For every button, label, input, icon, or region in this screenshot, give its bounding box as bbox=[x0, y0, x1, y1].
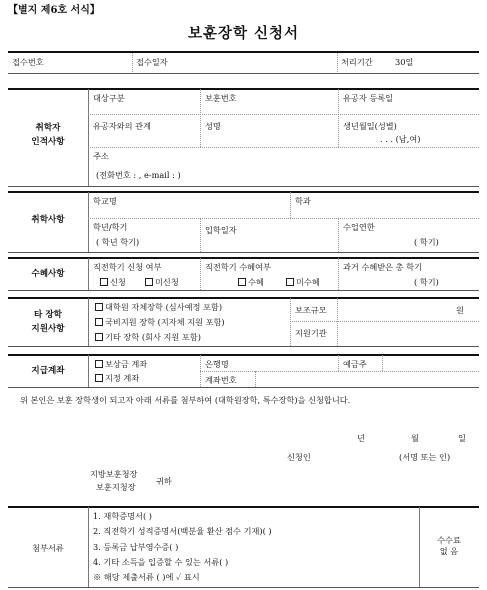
processing-period-value: 30일 bbox=[395, 57, 414, 67]
veteran-number-field[interactable]: 보훈번호 bbox=[205, 93, 237, 103]
bank-name-label: 은행명 bbox=[205, 359, 229, 369]
admission-date-field[interactable]: 입학일자 bbox=[205, 225, 237, 235]
rule bbox=[8, 88, 479, 90]
rule bbox=[8, 51, 479, 53]
grade-semester-field[interactable]: ( 학년 학기) bbox=[96, 237, 140, 247]
divider bbox=[290, 192, 291, 218]
checkbox-apply-no[interactable] bbox=[145, 278, 153, 286]
applicant-section-label: 취학자 인적사항 bbox=[31, 123, 65, 147]
option-label: 기타 장학 (회사 지원 포함) bbox=[105, 332, 201, 342]
checkbox-received-yes[interactable] bbox=[238, 278, 246, 286]
school-name-field[interactable]: 학교명 bbox=[93, 196, 117, 206]
rule bbox=[8, 191, 479, 193]
attachment-tuition-receipt[interactable]: 3. 등록금 납부영수증( ) bbox=[93, 542, 179, 552]
rule bbox=[8, 73, 479, 74]
support-amount-label: 보조규모 bbox=[295, 305, 327, 315]
other-option-national[interactable] bbox=[95, 317, 225, 328]
last-apply-no-option[interactable] bbox=[145, 277, 179, 288]
checkbox-designated-account[interactable] bbox=[95, 374, 103, 382]
support-agency-label: 지원기관 bbox=[295, 328, 327, 338]
divider bbox=[382, 355, 383, 371]
other-scholarship-section-label: 타 장학 지원사항 bbox=[31, 310, 65, 334]
rule bbox=[8, 506, 479, 508]
study-period-field[interactable]: ( 학기) bbox=[414, 237, 439, 247]
checkbox-graduate[interactable] bbox=[95, 303, 103, 311]
past-total-semesters-label: 과거 수혜받은 총 학기 bbox=[343, 262, 422, 272]
application-statement: 위 본인은 보훈 장학생이 되고자 아래 서류를 첨부하여 (대학원장학, 특수장학)을 신청합니다. bbox=[20, 395, 351, 405]
birth-gender-field[interactable]: . . . (남,여) bbox=[380, 134, 421, 144]
option-label: 보상금 계좌 bbox=[105, 359, 148, 369]
contact-field[interactable]: (전화번호 : , e-mail : ) bbox=[96, 170, 181, 180]
attachment-income-proof[interactable]: 4. 기타 소득을 입증할 수 있는 서류( ) bbox=[93, 557, 229, 567]
last-semester-apply-label: 직전학기 신청 여부 bbox=[93, 262, 162, 272]
divider bbox=[290, 298, 291, 346]
birth-gender-label: 생년월일(성별) bbox=[343, 121, 397, 131]
divider bbox=[337, 298, 338, 346]
department-field[interactable]: 학과 bbox=[295, 196, 311, 206]
addressee-line1: 지방보훈청장 bbox=[90, 469, 138, 479]
divider bbox=[290, 321, 479, 322]
divider bbox=[338, 355, 339, 371]
divider bbox=[255, 371, 256, 387]
received-no-option[interactable] bbox=[286, 277, 320, 288]
support-amount-unit: 원 bbox=[456, 305, 464, 315]
reception-number-label: 접수번호 bbox=[12, 57, 44, 67]
option-label: 수혜 bbox=[248, 277, 264, 287]
last-semester-received-label: 직전학기 수혜여부 bbox=[205, 262, 271, 272]
rule bbox=[8, 354, 479, 356]
page-title: 보훈장학 신청서 bbox=[187, 25, 300, 42]
rule bbox=[8, 252, 479, 253]
other-option-etc[interactable] bbox=[95, 332, 201, 343]
divider bbox=[200, 218, 201, 252]
account-holder-label: 예금주 bbox=[343, 359, 367, 369]
divider bbox=[200, 371, 479, 372]
study-period-label: 수업연한 bbox=[343, 222, 375, 232]
option-label: 지정 계좌 bbox=[105, 373, 140, 383]
applicant-sign-label: 신청인 bbox=[287, 452, 311, 462]
school-section-label: 취학사항 bbox=[31, 215, 65, 225]
last-apply-yes-option[interactable] bbox=[100, 277, 126, 288]
option-label: 국비지원 장학 (지자체 지원 포함) bbox=[105, 317, 225, 327]
rule bbox=[8, 346, 479, 347]
divider bbox=[337, 53, 338, 72]
other-option-graduate[interactable] bbox=[95, 302, 222, 313]
divider bbox=[200, 258, 201, 290]
rule bbox=[8, 297, 479, 299]
attachment-enrollment[interactable]: 1. 재학증명서( ) bbox=[93, 511, 152, 521]
divider bbox=[88, 114, 479, 115]
addressee-suffix: 귀하 bbox=[156, 476, 172, 486]
past-total-semesters-field[interactable]: ( 학기) bbox=[414, 277, 439, 287]
rule bbox=[8, 290, 479, 291]
address-field[interactable]: 주소 bbox=[93, 151, 109, 161]
received-yes-option[interactable] bbox=[238, 277, 264, 288]
checkbox-received-no[interactable] bbox=[286, 278, 294, 286]
divider bbox=[132, 53, 133, 72]
addressee-line2: 보훈지청장 bbox=[96, 482, 136, 492]
option-label: 신청 bbox=[110, 277, 126, 287]
divider bbox=[88, 355, 89, 387]
payment-option-compensation[interactable] bbox=[95, 359, 147, 370]
relationship-field[interactable]: 유공자와의 관계 bbox=[93, 121, 151, 131]
rule bbox=[8, 387, 479, 388]
date-month: 월 bbox=[411, 433, 419, 443]
checkbox-national[interactable] bbox=[95, 318, 103, 326]
divider bbox=[88, 298, 89, 346]
checkbox-compensation-account[interactable] bbox=[95, 360, 103, 368]
reception-date-label: 접수일자 bbox=[136, 57, 168, 67]
option-label: 미수혜 bbox=[296, 277, 320, 287]
benefit-section-label: 수혜사항 bbox=[31, 269, 65, 279]
payment-section-label: 지급계좌 bbox=[31, 366, 65, 376]
form-number: 【별지 제6호 서식】 bbox=[8, 5, 100, 16]
checkbox-apply-yes[interactable] bbox=[100, 278, 108, 286]
divider bbox=[88, 218, 479, 219]
grade-semester-label: 학년/학기 bbox=[93, 222, 128, 232]
attachment-check-note: ※ 해당 제출서류 ( )에 ✓ 표시 bbox=[93, 572, 200, 582]
divider bbox=[338, 258, 339, 290]
target-type-field[interactable]: 대상구분 bbox=[93, 93, 125, 103]
payment-option-designated[interactable] bbox=[95, 373, 139, 384]
rule bbox=[8, 257, 479, 259]
date-day: 일 bbox=[458, 433, 466, 443]
option-label: 미신청 bbox=[155, 277, 179, 287]
divider bbox=[200, 89, 201, 147]
attachments-section-label: 첨부서류 bbox=[32, 543, 64, 553]
name-field[interactable]: 성명 bbox=[205, 121, 221, 131]
checkbox-etc[interactable] bbox=[95, 333, 103, 341]
divider bbox=[88, 89, 89, 186]
rule bbox=[8, 186, 479, 187]
date-year: 년 bbox=[357, 433, 365, 443]
applicant-sign-note[interactable]: (서명 또는 인) bbox=[399, 452, 451, 462]
attachment-transcript[interactable]: 2. 직전학기 성적증명서(백분율 환산 점수 기재)( ) bbox=[93, 526, 272, 536]
divider bbox=[88, 258, 89, 290]
divider bbox=[88, 192, 89, 252]
option-label: 대학원 자체장학 (심사예정 포함) bbox=[105, 302, 223, 312]
account-number-label: 계좌번호 bbox=[205, 375, 237, 385]
fee-note: 수수료 없 음 bbox=[437, 535, 461, 556]
divider bbox=[88, 507, 89, 587]
divider bbox=[88, 147, 479, 148]
processing-period-label: 처리기간 bbox=[341, 57, 373, 67]
divider bbox=[338, 218, 339, 252]
divider bbox=[338, 89, 339, 147]
registration-date-field[interactable]: 유공자 등록일 bbox=[343, 93, 394, 103]
rule bbox=[8, 587, 479, 588]
